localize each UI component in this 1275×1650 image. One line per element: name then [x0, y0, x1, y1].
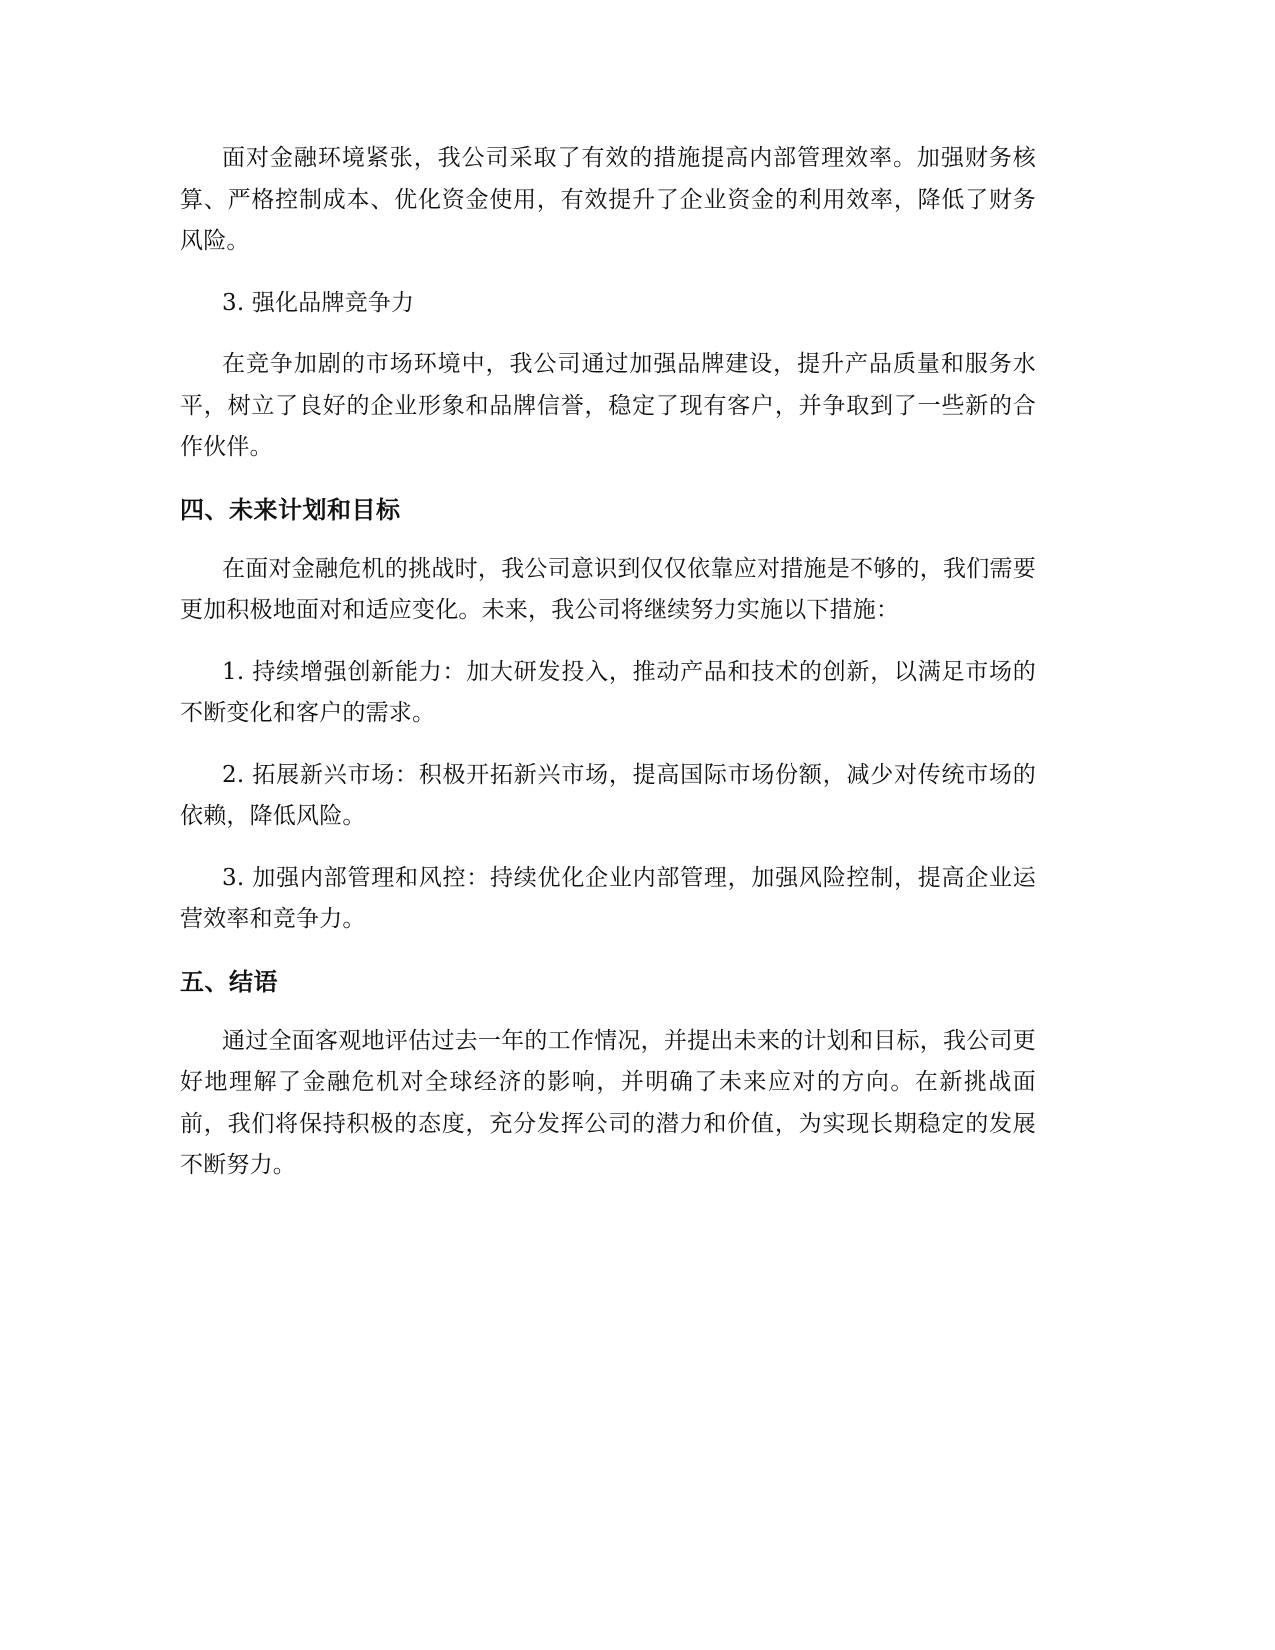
section-4-intro: 在面对金融危机的挑战时，我公司意识到仅仅依靠应对措施是不够的，我们需要更加积极地面对和适应变化。未来，我公司将继续努力实施以下措施： — [180, 555, 1036, 623]
list-item: 1. 持续增强创新能力：加大研发投入，推动产品和技术的创新，以满足市场的不断变化和客户的需求。 — [180, 658, 1036, 726]
section-5-heading: 五、结语 — [180, 967, 278, 996]
list-item: 2. 拓展新兴市场：积极开拓新兴市场，提高国际市场份额，减少对传统市场的依赖，降低风险。 — [180, 761, 1036, 829]
list-item: 3. 加强内部管理和风控：持续优化企业内部管理，加强风险控制，提高企业运营效率和竞争力。 — [180, 864, 1036, 932]
subsection-3-title: 3. 强化品牌竞争力 — [222, 289, 415, 316]
section-5-body: 通过全面客观地评估过去一年的工作情况，并提出未来的计划和目标，我公司更好地理解了金融危机对全球经济的影响，并明确了未来应对的方向。在新挑战面前，我们将保持积极的态度，充分发挥公司的潜力和价值，为实现长期稳定的发展不断努力。 — [180, 1027, 1036, 1178]
subsection-3-body: 在竞争加剧的市场环境中，我公司通过加强品牌建设，提升产品质量和服务水平，树立了良好的企业形象和品牌信誉，稳定了现有客户，并争取到了一些新的合作伙伴。 — [180, 351, 1036, 460]
section-4-heading: 四、未来计划和目标 — [180, 495, 401, 524]
document-page — [180, 138, 1036, 1207]
intro-paragraph: 面对金融环境紧张，我公司采取了有效的措施提高内部管理效率。加强财务核算、严格控制成本、优化资金使用，有效提升了企业资金的利用效率，降低了财务风险。 — [180, 145, 1036, 254]
